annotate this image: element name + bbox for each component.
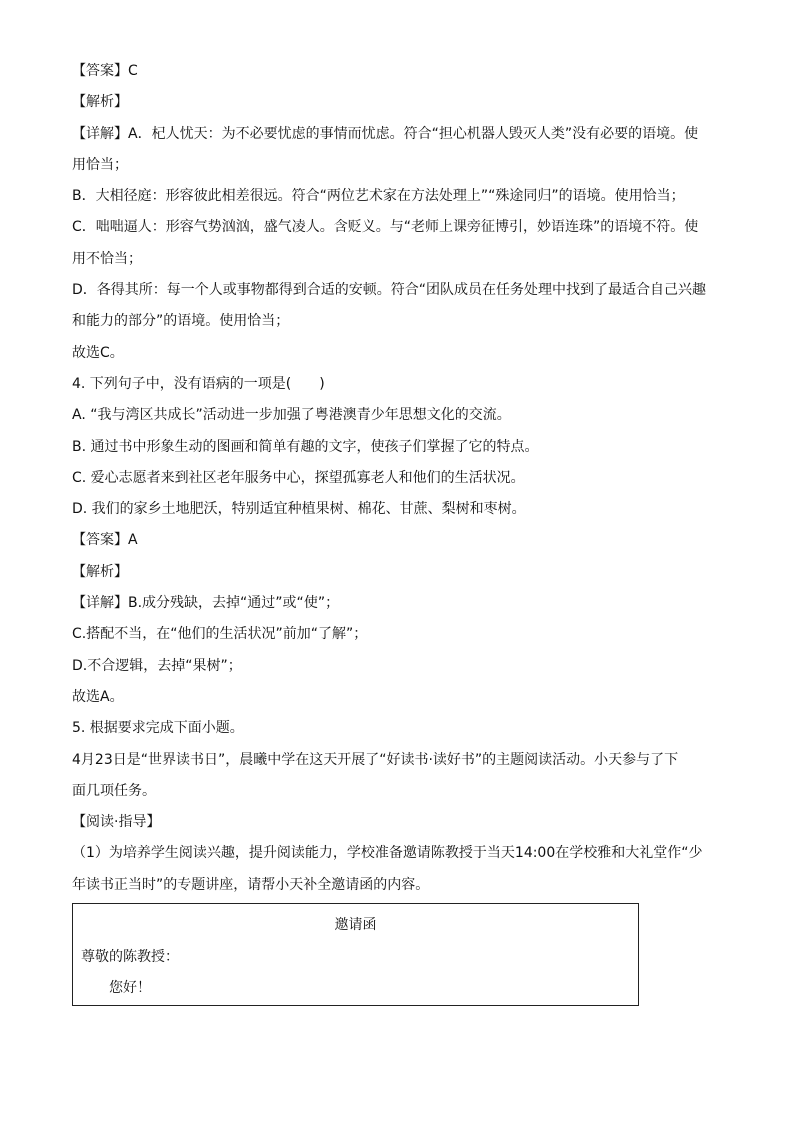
text-line: C.搭配不当，在“他们的生活状况”前加“了解”； <box>72 626 368 643</box>
text-line: 【详解】B.成分残缺，去掉“通过”或“使”； <box>72 595 340 612</box>
option-d: D. 我们的家乡土地肥沃，特别适宜种植果树、棉花、甘蔗、梨树和枣树。 <box>72 501 526 518</box>
text-line: 故选A。 <box>72 688 124 705</box>
invitation-box <box>72 903 639 1006</box>
text-line: D．各得其所：每一个人或事物都得到合适的安顿。符合“团队成员在任务处理中找到了最适合自己兴趣 <box>72 282 707 299</box>
analysis-label: 【解析】 <box>72 94 128 111</box>
question-4: 4. 下列句子中，没有语病的一项是( ) <box>72 375 325 392</box>
text-line: 用恰当； <box>72 156 128 173</box>
text-line: 故选C。 <box>72 344 124 361</box>
document-body <box>72 56 724 901</box>
option-c: C. 爱心志愿者来到社区老年服务中心，探望孤寡老人和他们的生活状况。 <box>72 469 525 486</box>
text-line: 用不恰当； <box>72 250 142 267</box>
answer-label: 【答案】A <box>72 532 138 549</box>
answer-label: 【答案】C <box>72 63 138 79</box>
invitation-title: 邀请函 <box>334 917 377 933</box>
text-line: 年读书正当时”的专题讲座，请帮小天补全邀请函的内容。 <box>72 876 430 893</box>
invitation-salutation: 尊敬的陈教授： <box>81 949 179 965</box>
text-line: D.不合逻辑，去掉“果树”； <box>72 657 242 674</box>
question-5: 5. 根据要求完成下面小题。 <box>72 720 244 737</box>
section-heading: 【阅读·指导】 <box>72 814 161 831</box>
text-line: C．咄咄逼人：形容气势汹汹，盛气凌人。含贬义。与“老师上课旁征博引，妙语连珠”的语境不符。使 <box>72 219 699 236</box>
analysis-label: 【解析】 <box>72 563 128 580</box>
option-a: A. “我与湾区共成长”活动进一步加强了粤港澳青少年思想文化的交流。 <box>72 407 511 424</box>
text-line: B．大相径庭：形容彼此相差很远。符合“两位艺术家在方法处理上”“殊途同归”的语境。使用恰当； <box>72 188 685 205</box>
option-b: B. 通过书中形象生动的图画和简单有趣的文字，使孩子们掌握了它的特点。 <box>72 438 539 455</box>
text-line: （1）为培养学生阅读兴趣，提升阅读能力，学校准备邀请陈教授于当天14:00在学校雅和大礼堂作“少 <box>72 845 703 862</box>
invitation-greeting: 您好！ <box>109 980 151 996</box>
text-line: 【详解】A．杞人忧天：为不必要忧虑的事情而忧虑。符合“担心机器人毁灭人类”没有必要的语境。使 <box>72 125 699 142</box>
text-line: 4月23日是“世界读书日”，晨曦中学在这天开展了“好读书·读好书”的主题阅读活动。小天参与了下 <box>72 751 679 768</box>
text-line: 和能力的部分”的语境。使用恰当； <box>72 313 290 330</box>
text-line: 面几项任务。 <box>72 782 156 799</box>
